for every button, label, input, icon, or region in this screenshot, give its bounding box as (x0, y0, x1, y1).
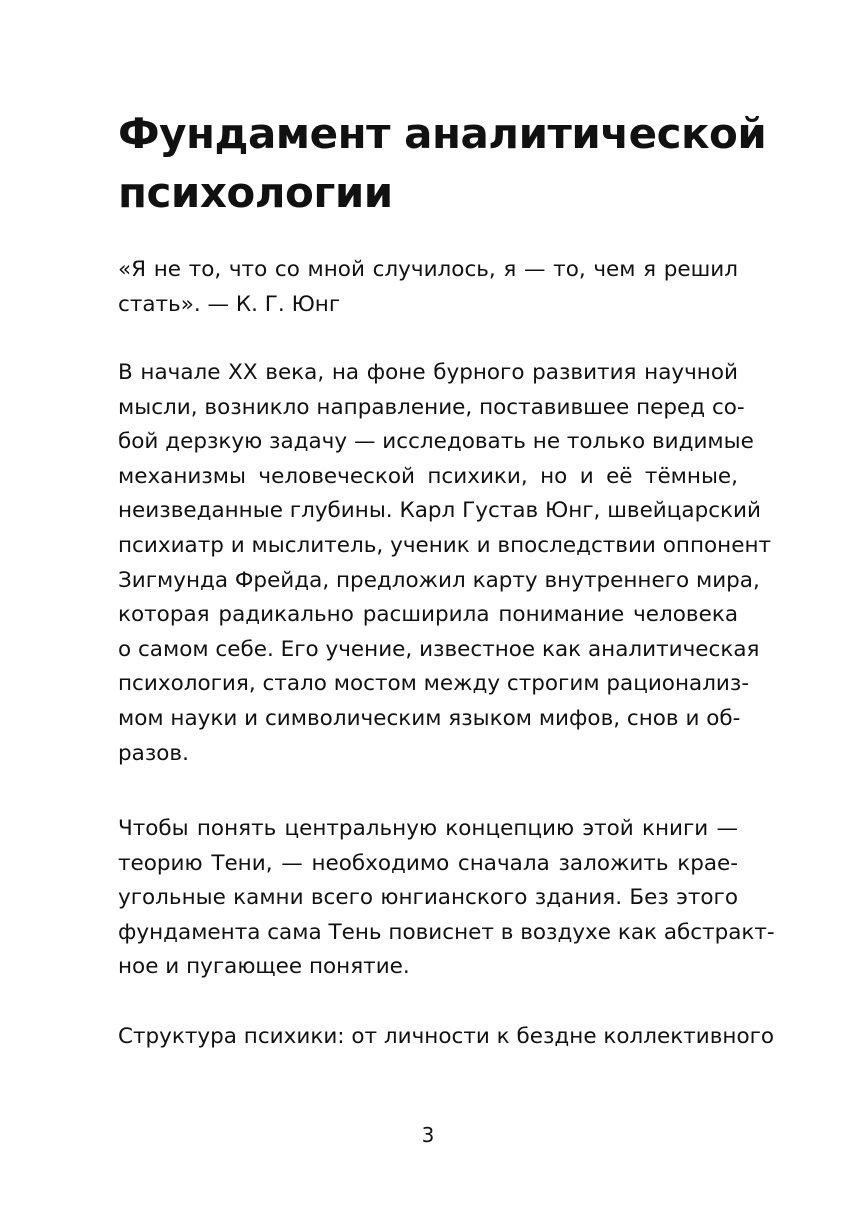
paragraph-line: угольные камни всего юнгианского здания. Без этого (118, 885, 738, 911)
paragraph-line: ное и пугающее понятие. (118, 954, 410, 980)
paragraph-intro (118, 356, 772, 771)
paragraph-line: которая радикально расширила понимание человека (118, 602, 738, 628)
paragraph-line: неизведанные глубины. Карл Густав Юнг, швейцарский (118, 498, 761, 524)
paragraph-line: Структура психики: от личности к бездне коллективного (118, 1024, 775, 1049)
paragraph-line: психология, стало мостом между строгим рационализ- (118, 671, 750, 697)
chapter-title (118, 104, 767, 222)
paragraph-line: фундамента сама Тень повиснет в воздухе как абстракт- (118, 919, 775, 945)
paragraph-line: В начале XX века, на фоне бурного развития научной (118, 360, 738, 385)
chapter-title-line: психологии (118, 168, 393, 217)
epigraph-line: стать». — К. Г. Юнг (118, 291, 341, 317)
paragraph-shadow-theory (118, 812, 775, 985)
paragraph-line: мом науки и символическим языком мифов, снов и об- (118, 705, 741, 731)
paragraph-line: психиатр и мыслитель, ученик и впоследствии оппонент (118, 532, 772, 558)
chapter-title-line: Фундамент аналитической (118, 109, 767, 158)
paragraph-line: механизмы человеческой психики, но и её тёмные, (118, 463, 738, 489)
paragraph-line: мысли, возникло направление, поставившее перед со- (118, 394, 745, 420)
paragraph-line: о самом себе. Его учение, известное как аналитическая (118, 636, 760, 662)
page-number: 3 (421, 1123, 435, 1147)
paragraph-line: Чтобы понять центральную концепцию этой книги — (118, 816, 738, 841)
epigraph-line: «Я не то, что со мной случилось, я — то, чем я решил (118, 257, 738, 282)
paragraph-line: бой дерзкую задачу — исследовать не только видимые (118, 429, 754, 455)
paragraph-line: теорию Тени, — необходимо сначала заложить крае- (118, 850, 738, 876)
paragraph-line: Зигмунда Фрейда, предложил карту внутреннего мира, (118, 567, 760, 593)
epigraph-quote (118, 253, 738, 322)
paragraph-line: разов. (118, 740, 189, 766)
section-heading-psyche-structure (118, 1020, 775, 1055)
